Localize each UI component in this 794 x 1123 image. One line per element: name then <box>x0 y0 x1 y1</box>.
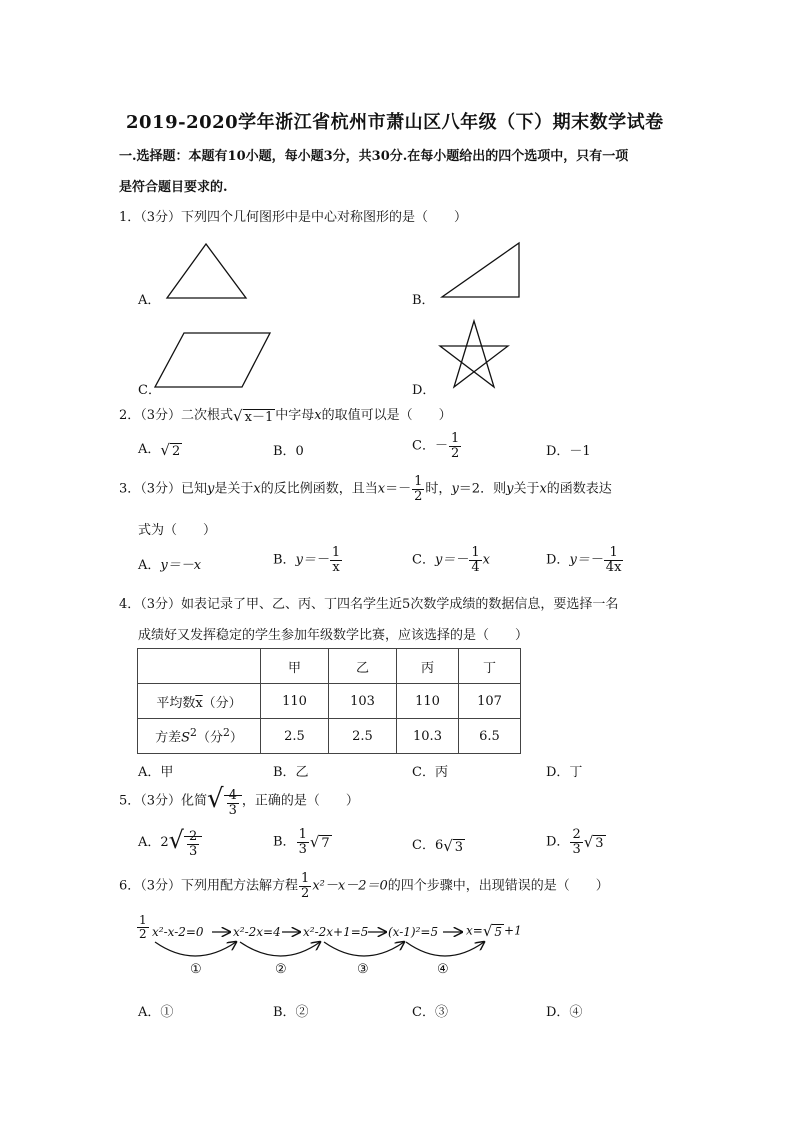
q5-rad-num: 4 <box>228 788 237 804</box>
table-cell: 107 <box>459 684 521 719</box>
q3-option-c-num: 1 <box>471 545 480 560</box>
q3-option-c-lhs: y＝－ <box>434 552 469 568</box>
q6-option-d: D．④ <box>546 1005 583 1020</box>
table-header-cell: 甲 <box>261 649 329 684</box>
q6-curve-1 <box>155 942 236 956</box>
q6-option-c: C．③ <box>412 1005 448 1020</box>
q6-chain-lead-num: 1 <box>139 913 147 927</box>
q3-stem-line2: 式为（ ） <box>138 523 217 538</box>
variance-s: S <box>181 730 191 746</box>
table-header-cell: 乙 <box>329 649 397 684</box>
q2-option-c-label: C． <box>412 438 435 454</box>
q5-option-c-radical: √ 3 <box>443 836 464 855</box>
q3-x-cond: x <box>377 481 386 497</box>
q5-option-c-coef: 6 <box>434 838 444 853</box>
q2-radicand: x－1 <box>244 410 274 425</box>
q2-var-x: x <box>314 408 322 423</box>
q2-option-a <box>138 438 182 459</box>
q3-option-c-label: C． <box>412 552 435 568</box>
table-header-cell <box>138 649 261 684</box>
q3-option-b-num: 1 <box>331 545 341 560</box>
q5-option-a-label: A． <box>138 834 161 850</box>
q5-option-d-num: 2 <box>572 827 581 842</box>
q6-chain-step3: (x-1)²=5 <box>388 925 439 939</box>
variance-s-exp: 2 <box>190 726 197 740</box>
q2-option-c-den: 2 <box>450 445 460 461</box>
q6-stem <box>119 872 609 900</box>
q6-chain-step4-radicand: 5 <box>494 925 503 939</box>
q3-option-c-fraction <box>469 546 481 574</box>
table-header-cell: 丁 <box>459 649 521 684</box>
q5-stem <box>119 784 359 818</box>
q3-option-d-fraction <box>604 546 624 574</box>
q3-stem-d: 时， <box>425 481 452 497</box>
q1-right-triangle-shape <box>442 243 519 297</box>
q1-parallelogram-shape <box>155 333 270 387</box>
q2-option-a-radical: √ 2 <box>160 440 181 459</box>
table-row-label <box>138 684 261 719</box>
q6-chain-step1: x²-2x=4 <box>233 925 281 939</box>
q3-option-b-lhs: y＝－ <box>295 552 329 568</box>
q1-stem: 1．（3分）下列四个几何图形中是中心对称图形的是（ ） <box>119 210 468 225</box>
q3-x: x <box>253 481 261 497</box>
q3-y-cond: y <box>451 481 459 497</box>
q3-option-c-tail: x <box>482 552 490 568</box>
q5-option-d-den: 3 <box>572 841 581 857</box>
q2-stem <box>119 404 452 425</box>
q4-stem-line2: 成绩好又发挥稳定的学生参加年级数学比赛，应该选择的是（ ） <box>138 628 529 643</box>
q5-option-c-radicand: 3 <box>454 839 464 855</box>
q3-stem-f: 关于 <box>513 481 540 497</box>
q3-stem-c: 的反比例函数，且当 <box>260 481 378 497</box>
q3-option-b-den: x <box>332 559 340 575</box>
table-cell: 2.5 <box>329 719 397 754</box>
q5-option-b-label: B． <box>273 834 296 850</box>
q3-cond-fraction <box>412 475 424 503</box>
q4-option-a: A．甲 <box>138 765 174 780</box>
q3-option-d-den: 4x <box>605 559 622 575</box>
q5-option-b-den: 3 <box>298 841 307 857</box>
q6-curve-2 <box>240 942 320 956</box>
q3-stem-a: 3．（3分）已知 <box>119 481 208 497</box>
table-cell: 103 <box>329 684 397 719</box>
q2-stem-part-c: 的取值可以是（ ） <box>321 408 452 423</box>
q5-option-c-label: C． <box>412 838 435 853</box>
q4-option-b: B．乙 <box>273 765 309 780</box>
q5-option-b-fraction <box>297 828 309 856</box>
q6-curve-3 <box>324 942 404 956</box>
q5-option-d-fraction <box>570 828 582 856</box>
q3-option-d-num: 1 <box>604 546 624 561</box>
table-cell: 6.5 <box>459 719 521 754</box>
q3-y: y <box>207 481 215 497</box>
q5-radical: √ $\frac{4}{3}$ <box>207 784 242 818</box>
q1-option-d-label: D． <box>412 383 436 398</box>
q5-option-b-radicand: 7 <box>321 836 330 852</box>
q1-star-shape <box>440 321 508 387</box>
q5-option-a-fraction <box>187 830 199 858</box>
variance-unit-b: ） <box>229 730 243 746</box>
q2-option-d: D．－1 <box>546 444 591 459</box>
table-header-row <box>138 649 521 684</box>
q4-option-c: C．丙 <box>412 765 448 780</box>
q1-option-b-label: B． <box>412 293 435 308</box>
q5-option-a-coef: 2 <box>160 834 169 850</box>
variance-label: 方差 <box>155 730 182 746</box>
q3-cond-num: 1 <box>414 474 423 489</box>
table-row <box>138 719 521 754</box>
q6-marker-4: ④ <box>437 962 449 977</box>
q6-option-a: A．① <box>138 1005 174 1020</box>
q3-y-2: y <box>506 481 514 497</box>
q3-cond-den: 2 <box>414 488 423 504</box>
q4-data-table <box>137 648 521 754</box>
q6-chain-step4-radical: √ 5 <box>482 922 503 940</box>
q3-cond-eq: ＝－ <box>385 481 412 497</box>
q6-marker-1: ① <box>190 962 202 977</box>
q3-option-d <box>546 546 624 574</box>
q5-rad-den: 3 <box>228 803 237 818</box>
q6-chain-step4 <box>466 922 522 940</box>
q6-marker-3: ③ <box>357 962 369 977</box>
q3-option-c <box>412 546 490 574</box>
q3-option-d-label: D． <box>546 552 570 568</box>
q6-stem-equation: x²－x－2＝0 <box>312 878 388 894</box>
q6-stem-fraction <box>299 872 311 900</box>
q6-chain-step4-b: +1 <box>504 923 522 938</box>
q2-option-a-radicand: 2 <box>171 443 181 459</box>
q5-option-b-num: 1 <box>298 827 307 842</box>
q3-x-2: x <box>539 481 547 497</box>
q3-option-c-den: 4 <box>471 559 480 575</box>
q5-option-d <box>546 828 606 856</box>
page-title: 2019-2020学年浙江省杭州市萧山区八年级（下）期末数学试卷 <box>126 112 664 133</box>
section-instructions-line2: 是符合题目要求的. <box>119 180 228 195</box>
mean-unit: （分） <box>202 695 242 711</box>
q2-option-c-sign: － <box>434 438 448 454</box>
table-cell: 110 <box>397 684 459 719</box>
q3-stem-b: 是关于 <box>214 481 254 497</box>
q6-curve-4 <box>406 942 484 956</box>
q5-option-c <box>412 834 465 855</box>
q5-radical-fraction <box>227 789 239 817</box>
q3-option-a-expr: y＝－x <box>160 558 202 573</box>
q6-option-b: B．② <box>273 1005 309 1020</box>
q2-option-a-label: A． <box>138 442 161 457</box>
mean-x-bar: $\overline{x}$ <box>195 695 203 711</box>
q3-option-a <box>138 554 201 573</box>
q1-option-a-label: A． <box>138 293 161 308</box>
q3-option-b-fraction <box>330 546 342 574</box>
table-cell: 10.3 <box>397 719 459 754</box>
q3-stem-e: ＝2．则 <box>458 481 507 497</box>
q6-stem-a: 6．（3分）下列用配方法解方程 <box>119 878 299 894</box>
q5-stem-a: 5．（3分）化简 <box>119 793 208 809</box>
variance-unit-a: （分 <box>196 730 223 746</box>
q2-option-c <box>412 432 462 460</box>
variance-unit-exp: 2 <box>222 726 230 740</box>
q6-stem-num: 1 <box>301 871 310 886</box>
q6-stem-den: 2 <box>301 885 310 901</box>
q3-option-b <box>273 546 343 574</box>
q6-chain-step4-a: x= <box>466 923 483 938</box>
q5-option-b-radical: √ 7 <box>309 833 330 852</box>
q6-stem-b: 的四个步骤中，出现错误的是（ ） <box>387 878 609 894</box>
q2-radical: √ x－1 <box>233 407 274 425</box>
q3-option-b-label: B． <box>273 552 296 568</box>
q4-option-d: D．丁 <box>546 765 583 780</box>
q3-stem-g: 的函数表达 <box>546 481 612 497</box>
q2-option-c-fraction <box>449 432 461 460</box>
q5-option-d-label: D． <box>546 834 570 850</box>
table-cell: 110 <box>261 684 329 719</box>
table-row <box>138 684 521 719</box>
q2-option-c-num: 1 <box>450 431 460 446</box>
q5-stem-b: ，正确的是（ ） <box>241 793 359 809</box>
q2-stem-part-b: 中字母 <box>275 408 315 423</box>
q6-chain-step2: x²-2x+1=5 <box>303 925 369 939</box>
q6-marker-2: ② <box>275 962 287 977</box>
q3-option-a-label: A． <box>138 558 161 573</box>
mean-label: 平均数 <box>156 695 196 711</box>
q1-option-c-label: C． <box>138 383 161 398</box>
q5-option-a <box>138 826 202 859</box>
table-header-cell: 丙 <box>397 649 459 684</box>
q1-equilateral-triangle-shape <box>167 244 246 298</box>
q3-stem-line1 <box>119 475 612 503</box>
q5-option-d-radical: √ 3 <box>583 833 604 852</box>
section-instructions-line1: 一.选择题：本题有10小题，每小题3分，共30分.在每小题给出的四个选项中，只有一项 <box>119 149 629 164</box>
table-row-label <box>138 719 261 754</box>
q5-option-a-den: 3 <box>188 844 198 859</box>
q2-option-b: B．0 <box>273 444 304 459</box>
q6-chain-step0: x²-x-2=0 <box>152 925 204 939</box>
q2-stem-part-a: 2．（3分）二次根式 <box>119 408 234 423</box>
q6-chain-lead-den: 2 <box>139 926 147 941</box>
q4-stem-line1: 4．（3分）如表记录了甲、乙、丙、丁四名学生近5次数学成绩的数据信息，要选择一名 <box>119 597 619 612</box>
q5-option-d-radicand: 3 <box>595 836 604 852</box>
q5-option-b <box>273 828 332 856</box>
q6-chain-lead-fraction <box>136 914 150 940</box>
q3-option-d-lhs: y＝－ <box>569 552 603 568</box>
q5-option-a-radical: √ $\frac{2}{3}$ <box>169 826 203 859</box>
q5-option-a-num: 2 <box>188 829 198 845</box>
table-cell: 2.5 <box>261 719 329 754</box>
